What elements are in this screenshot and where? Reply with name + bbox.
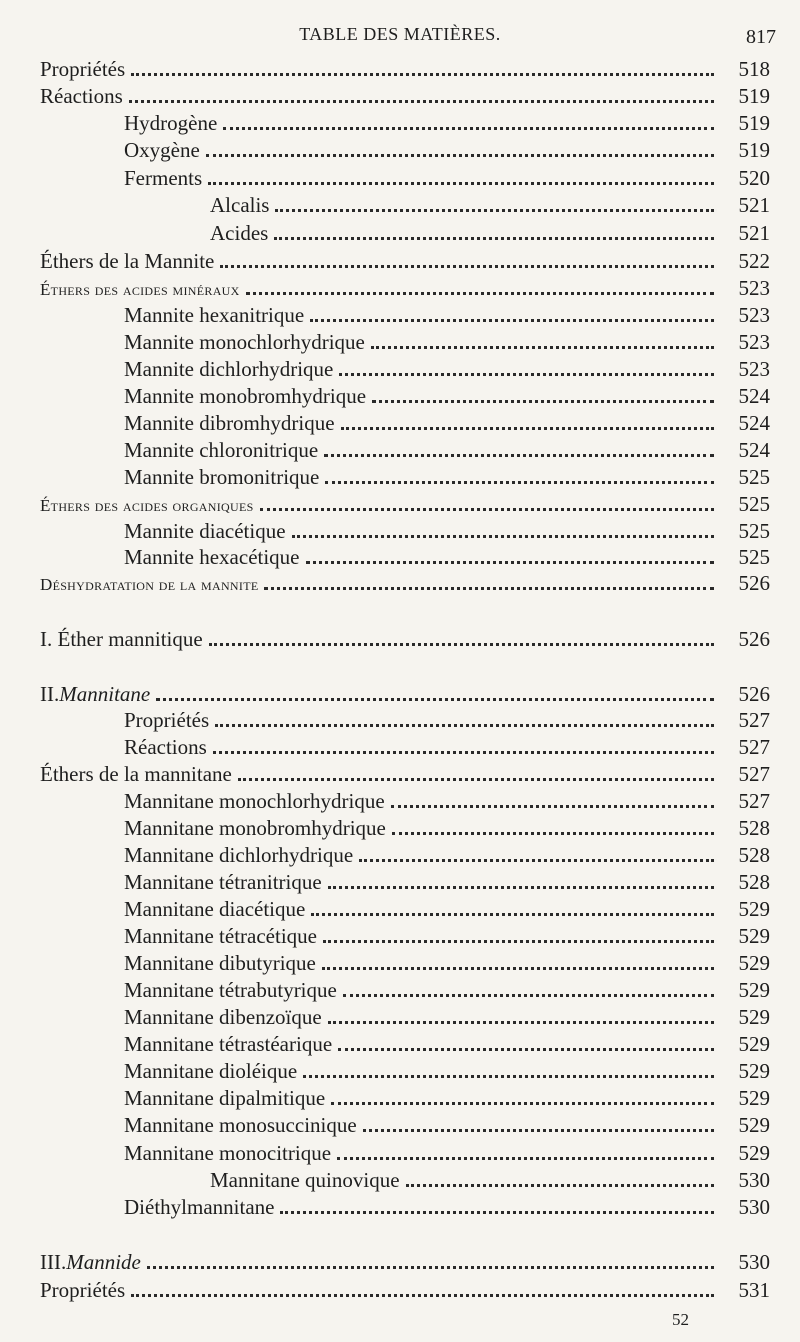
toc-entry-page: 519 xyxy=(738,84,770,108)
toc-entry-page: 528 xyxy=(738,870,770,894)
dot-leader xyxy=(406,1183,714,1187)
toc-entry-label-italic: Mannide xyxy=(66,1250,141,1274)
toc-entry-label: Éthers des acides minéraux xyxy=(40,280,240,299)
toc-entry-label: Mannite dibromhydrique xyxy=(124,411,335,435)
dot-leader xyxy=(339,372,714,376)
toc-entry-label: Mannitane monobromhydrique xyxy=(124,816,386,840)
toc-entry xyxy=(0,56,800,83)
page-header xyxy=(0,20,800,54)
toc-entry-page: 525 xyxy=(738,465,770,489)
toc-entry xyxy=(0,815,800,842)
toc-entry xyxy=(0,869,800,896)
dot-leader xyxy=(310,318,714,322)
toc-entry-label: Acides xyxy=(210,221,269,245)
toc-entry-label: Réactions xyxy=(124,735,207,759)
toc-entry-page: 521 xyxy=(738,221,770,245)
toc-entry xyxy=(0,437,800,464)
toc-entry-label: Mannitane diacétique xyxy=(124,897,306,921)
toc-entry xyxy=(0,1058,800,1085)
toc-entry xyxy=(0,329,800,356)
toc-entry-page: 529 xyxy=(738,1086,770,1110)
toc-entry-label: Mannite diacétique xyxy=(124,519,286,543)
toc-entry-page: 528 xyxy=(738,843,770,867)
dot-leader xyxy=(392,831,714,835)
toc-entry-label-italic: Mannitane xyxy=(59,682,151,706)
printer-signature: 52 xyxy=(672,1310,689,1329)
dot-leader xyxy=(131,1293,714,1297)
dot-leader xyxy=(280,1210,714,1214)
toc-entry xyxy=(0,1004,800,1031)
toc-entry xyxy=(0,896,800,923)
toc-entry xyxy=(0,137,800,164)
toc-entry-page: 529 xyxy=(738,1113,770,1137)
toc-entry-label: Mannitane tétrabutyrique xyxy=(124,978,337,1002)
dot-leader xyxy=(341,426,714,430)
toc-entry xyxy=(0,383,800,410)
toc-entry xyxy=(0,842,800,869)
toc-entry-label: Mannitane tétrastéarique xyxy=(124,1032,333,1056)
dot-leader xyxy=(274,236,714,240)
toc-entry xyxy=(0,626,800,653)
dot-leader xyxy=(275,208,714,212)
toc-entry-label: Mannitane dibutyrique xyxy=(124,951,316,975)
toc-entry-page: 526 xyxy=(738,682,770,706)
toc-entry-page: 519 xyxy=(738,138,770,162)
toc-entry-page: 527 xyxy=(738,762,770,786)
toc-entry-label: Mannite chloronitrique xyxy=(124,438,319,462)
toc-entry xyxy=(0,302,800,329)
toc-entry-label: Hydrogène xyxy=(124,111,218,135)
dot-leader xyxy=(328,1020,714,1024)
toc-entry-page: 529 xyxy=(738,924,770,948)
dot-leader xyxy=(331,1101,714,1105)
toc-entry xyxy=(0,1167,800,1194)
dot-leader xyxy=(363,1128,714,1132)
toc-entry-page: 526 xyxy=(738,627,770,651)
dot-leader xyxy=(359,858,714,862)
toc-entry-label: Mannitane dipalmitique xyxy=(124,1086,326,1110)
dot-leader xyxy=(129,99,714,103)
dot-leader xyxy=(264,586,714,590)
dot-leader xyxy=(260,507,714,511)
toc-entry-label: Oxygène xyxy=(124,138,200,162)
running-title: TABLE DES MATIÈRES. xyxy=(299,24,501,44)
toc-entry xyxy=(0,356,800,383)
toc-entry xyxy=(0,410,800,437)
toc-entry-page: 523 xyxy=(738,330,770,354)
toc-entry xyxy=(0,1085,800,1112)
toc-entry xyxy=(0,788,800,815)
toc-entry-page: 525 xyxy=(738,519,770,543)
dot-leader xyxy=(371,345,714,349)
toc-entry-label: Mannitane monochlorhydrique xyxy=(124,789,385,813)
toc-entry-page: 523 xyxy=(738,276,770,300)
toc-entry-page: 521 xyxy=(738,193,770,217)
dot-leader xyxy=(324,453,714,457)
toc-entry xyxy=(0,681,800,708)
dot-leader xyxy=(343,993,714,997)
dot-leader xyxy=(238,777,714,781)
toc-entry-label: Mannitane monosuccinique xyxy=(124,1113,357,1137)
toc-entry-page: 529 xyxy=(738,1141,770,1165)
toc-entry-page: 525 xyxy=(738,545,770,569)
toc-entry xyxy=(0,110,800,137)
toc-entry xyxy=(0,923,800,950)
toc-entry xyxy=(0,83,800,110)
dot-leader xyxy=(372,399,714,403)
toc-entry xyxy=(0,491,800,518)
toc-entry-label: Éthers de la mannitane xyxy=(40,762,232,786)
toc-entry-label: Mannite bromonitrique xyxy=(124,465,320,489)
toc-entry-label: Propriétés xyxy=(40,57,126,81)
toc-entry-label: Mannitane dibenzoïque xyxy=(124,1005,322,1029)
toc-entry xyxy=(0,707,800,734)
toc-entry xyxy=(0,950,800,977)
toc-entry-page: 529 xyxy=(738,951,770,975)
dot-leader xyxy=(220,264,714,268)
toc-entry-label: Mannitane quinovique xyxy=(210,1168,400,1192)
toc-entry-label: Mannitane dioléique xyxy=(124,1059,298,1083)
toc-entry-label: Déshydratation de la mannite xyxy=(40,575,259,594)
toc-entry-label: Mannitane monocitrique xyxy=(124,1141,332,1165)
toc-entry-label: Mannitane dichlorhydrique xyxy=(124,843,354,867)
toc-entry-page: 529 xyxy=(738,1032,770,1056)
toc-entry xyxy=(0,977,800,1004)
toc-entry-page: 523 xyxy=(738,357,770,381)
toc-entry xyxy=(0,464,800,491)
toc-entry-label: Propriétés xyxy=(124,708,210,732)
toc-entry-page: 520 xyxy=(738,166,770,190)
toc-entry-page: 527 xyxy=(738,735,770,759)
toc-entry-page: 528 xyxy=(738,816,770,840)
toc-entry-page: 526 xyxy=(738,571,770,595)
dot-leader xyxy=(213,750,714,754)
toc-entry-label: Alcalis xyxy=(210,193,270,217)
dot-leader xyxy=(215,723,714,727)
toc-entry xyxy=(0,220,800,247)
toc-entry xyxy=(0,275,800,302)
dot-leader xyxy=(322,966,714,970)
dot-leader xyxy=(292,534,714,538)
page-number: 817 xyxy=(746,26,776,48)
toc-entry-page: 527 xyxy=(738,789,770,813)
toc-entry-label: III. xyxy=(40,1250,67,1274)
toc-entry-page: 529 xyxy=(738,897,770,921)
toc-entry xyxy=(0,165,800,192)
toc-entry xyxy=(0,734,800,761)
toc-entry-page: 530 xyxy=(738,1195,770,1219)
dot-leader xyxy=(206,153,714,157)
toc-entry-label: Réactions xyxy=(40,84,123,108)
toc-entry xyxy=(0,1249,800,1276)
dot-leader xyxy=(156,697,714,701)
toc-entry-label: Ferments xyxy=(124,166,203,190)
dot-leader xyxy=(147,1265,714,1269)
toc-entry xyxy=(0,570,800,597)
toc-entry-page: 518 xyxy=(738,57,770,81)
toc-entry-label: Mannite dichlorhydrique xyxy=(124,357,334,381)
toc-entry-page: 527 xyxy=(738,708,770,732)
toc-entry-page: 524 xyxy=(738,438,770,462)
toc-entry xyxy=(0,544,800,571)
toc-entry-page: 524 xyxy=(738,384,770,408)
toc-entry-page: 530 xyxy=(738,1168,770,1192)
toc-entry-page: 525 xyxy=(738,492,770,516)
toc-entry-label: I. Éther mannitique xyxy=(40,627,203,651)
toc-entry-page: 529 xyxy=(738,978,770,1002)
toc-entry-label: Mannitane tétranitrique xyxy=(124,870,322,894)
toc-entry-label: Mannite hexacétique xyxy=(124,545,300,569)
dot-leader xyxy=(311,912,714,916)
dot-leader xyxy=(306,560,714,564)
toc-entry xyxy=(0,1140,800,1167)
toc-entry-page: 531 xyxy=(738,1278,770,1302)
dot-leader xyxy=(391,804,714,808)
toc-entry-label: Éthers de la Mannite xyxy=(40,249,215,273)
toc-entry-label: Mannitane tétracétique xyxy=(124,924,317,948)
toc-entry-page: 529 xyxy=(738,1005,770,1029)
toc-entry-label: Mannite hexanitrique xyxy=(124,303,305,327)
toc-entry xyxy=(0,248,800,275)
toc-entry-label: Diéthylmannitane xyxy=(124,1195,275,1219)
toc-entry-page: 519 xyxy=(738,111,770,135)
dot-leader xyxy=(209,642,714,646)
dot-leader xyxy=(325,480,714,484)
toc-entry-label: Propriétés xyxy=(40,1278,126,1302)
toc-entry xyxy=(0,192,800,219)
toc-entry xyxy=(0,518,800,545)
dot-leader xyxy=(328,885,714,889)
toc-entry-label: Mannite monochlorhydrique xyxy=(124,330,365,354)
dot-leader xyxy=(223,126,714,130)
dot-leader xyxy=(323,939,714,943)
dot-leader xyxy=(338,1047,714,1051)
toc-entry-label: II. xyxy=(40,682,60,706)
dot-leader xyxy=(303,1074,714,1078)
toc-entry xyxy=(0,1031,800,1058)
toc-entry-page: 523 xyxy=(738,303,770,327)
toc-entry xyxy=(0,761,800,788)
toc-entry-page: 530 xyxy=(738,1250,770,1274)
toc-entry xyxy=(0,1277,800,1304)
toc-entry-label: Éthers des acides organiques xyxy=(40,496,254,515)
dot-leader xyxy=(131,72,714,76)
dot-leader xyxy=(208,181,714,185)
toc-entry xyxy=(0,1112,800,1139)
toc-entry-page: 524 xyxy=(738,411,770,435)
toc-entry-page: 522 xyxy=(738,249,770,273)
toc-entry-page: 529 xyxy=(738,1059,770,1083)
dot-leader xyxy=(246,291,714,295)
dot-leader xyxy=(337,1156,714,1160)
toc-entry xyxy=(0,1194,800,1221)
toc-entry-label: Mannite monobromhydrique xyxy=(124,384,367,408)
